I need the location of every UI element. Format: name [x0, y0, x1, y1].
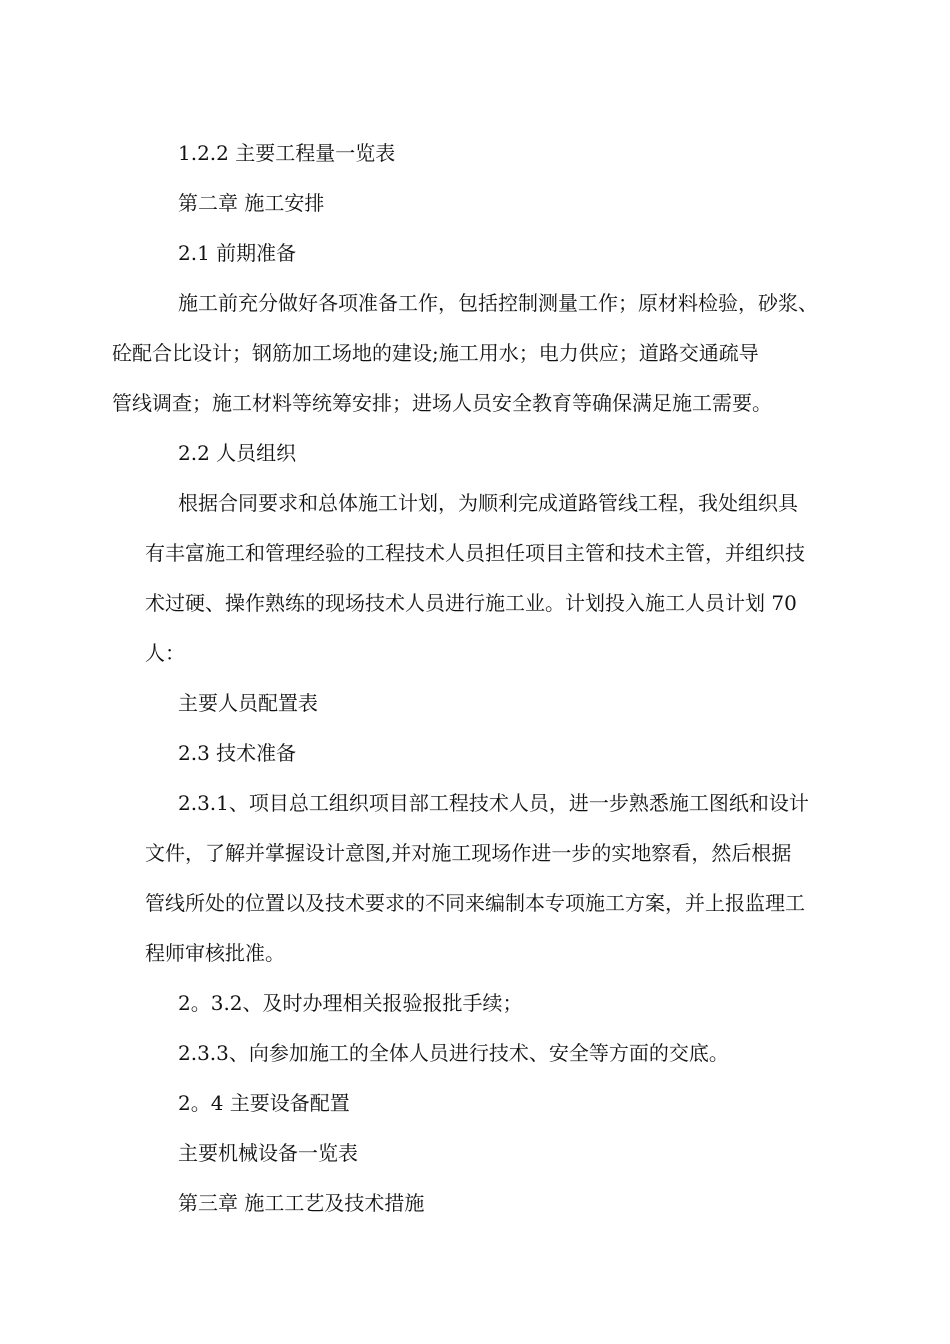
text-line: 程师审核批准。	[145, 941, 285, 965]
document-page	[112, 128, 830, 1228]
chapter-heading-3: 第三章 施工工艺及技术措施	[178, 1191, 425, 1215]
paragraph-2-3-3: 2.3.3、向参加施工的全体人员进行技术、安全等方面的交底。	[178, 1041, 729, 1065]
text-line: 管线调查；施工材料等统筹安排；进场人员安全教育等确保满足施工需要。	[112, 391, 772, 415]
paragraph-personnel	[145, 478, 830, 678]
paragraph-2-3-2: 2。3.2、及时办理相关报验报批手续；	[178, 991, 523, 1015]
table-caption-personnel: 主要人员配置表	[178, 691, 318, 715]
paragraph-preparation	[112, 278, 830, 428]
text-line: 术过硬、操作熟练的现场技术人员进行施工业。计划投入施工人员计划 70	[145, 591, 797, 615]
section-heading-2-2: 2.2 人员组织	[178, 441, 297, 465]
table-caption-equipment: 主要机械设备一览表	[178, 1141, 358, 1165]
paragraph-technical	[145, 778, 830, 978]
text-line: 施工前充分做好各项准备工作，包括控制测量工作；原材料检验，砂浆、	[178, 291, 818, 315]
section-heading-2-3: 2.3 技术准备	[178, 741, 297, 765]
text-line: 根据合同要求和总体施工计划，为顺利完成道路管线工程，我处组织具	[178, 491, 798, 515]
section-heading-2-1: 2.1 前期准备	[178, 241, 297, 265]
text-line: 砼配合比设计；钢筋加工场地的建设;施工用水；电力供应；道路交通疏导	[112, 341, 759, 365]
section-heading-1-2-2: 1.2.2 主要工程量一览表	[178, 141, 396, 165]
text-line: 人：	[145, 641, 185, 665]
text-line: 管线所处的位置以及技术要求的不同来编制本专项施工方案，并上报监理工	[145, 891, 805, 915]
section-heading-2-4: 2。4 主要设备配置	[178, 1091, 350, 1115]
chapter-heading-2: 第二章 施工安排	[178, 191, 325, 215]
text-line: 有丰富施工和管理经验的工程技术人员担任项目主管和技术主管，并组织技	[145, 541, 805, 565]
text-line: 文件，了解并掌握设计意图,并对施工现场作进一步的实地察看，然后根据	[145, 841, 792, 865]
text-line: 2.3.1、项目总工组织项目部工程技术人员，进一步熟悉施工图纸和设计	[178, 791, 809, 815]
